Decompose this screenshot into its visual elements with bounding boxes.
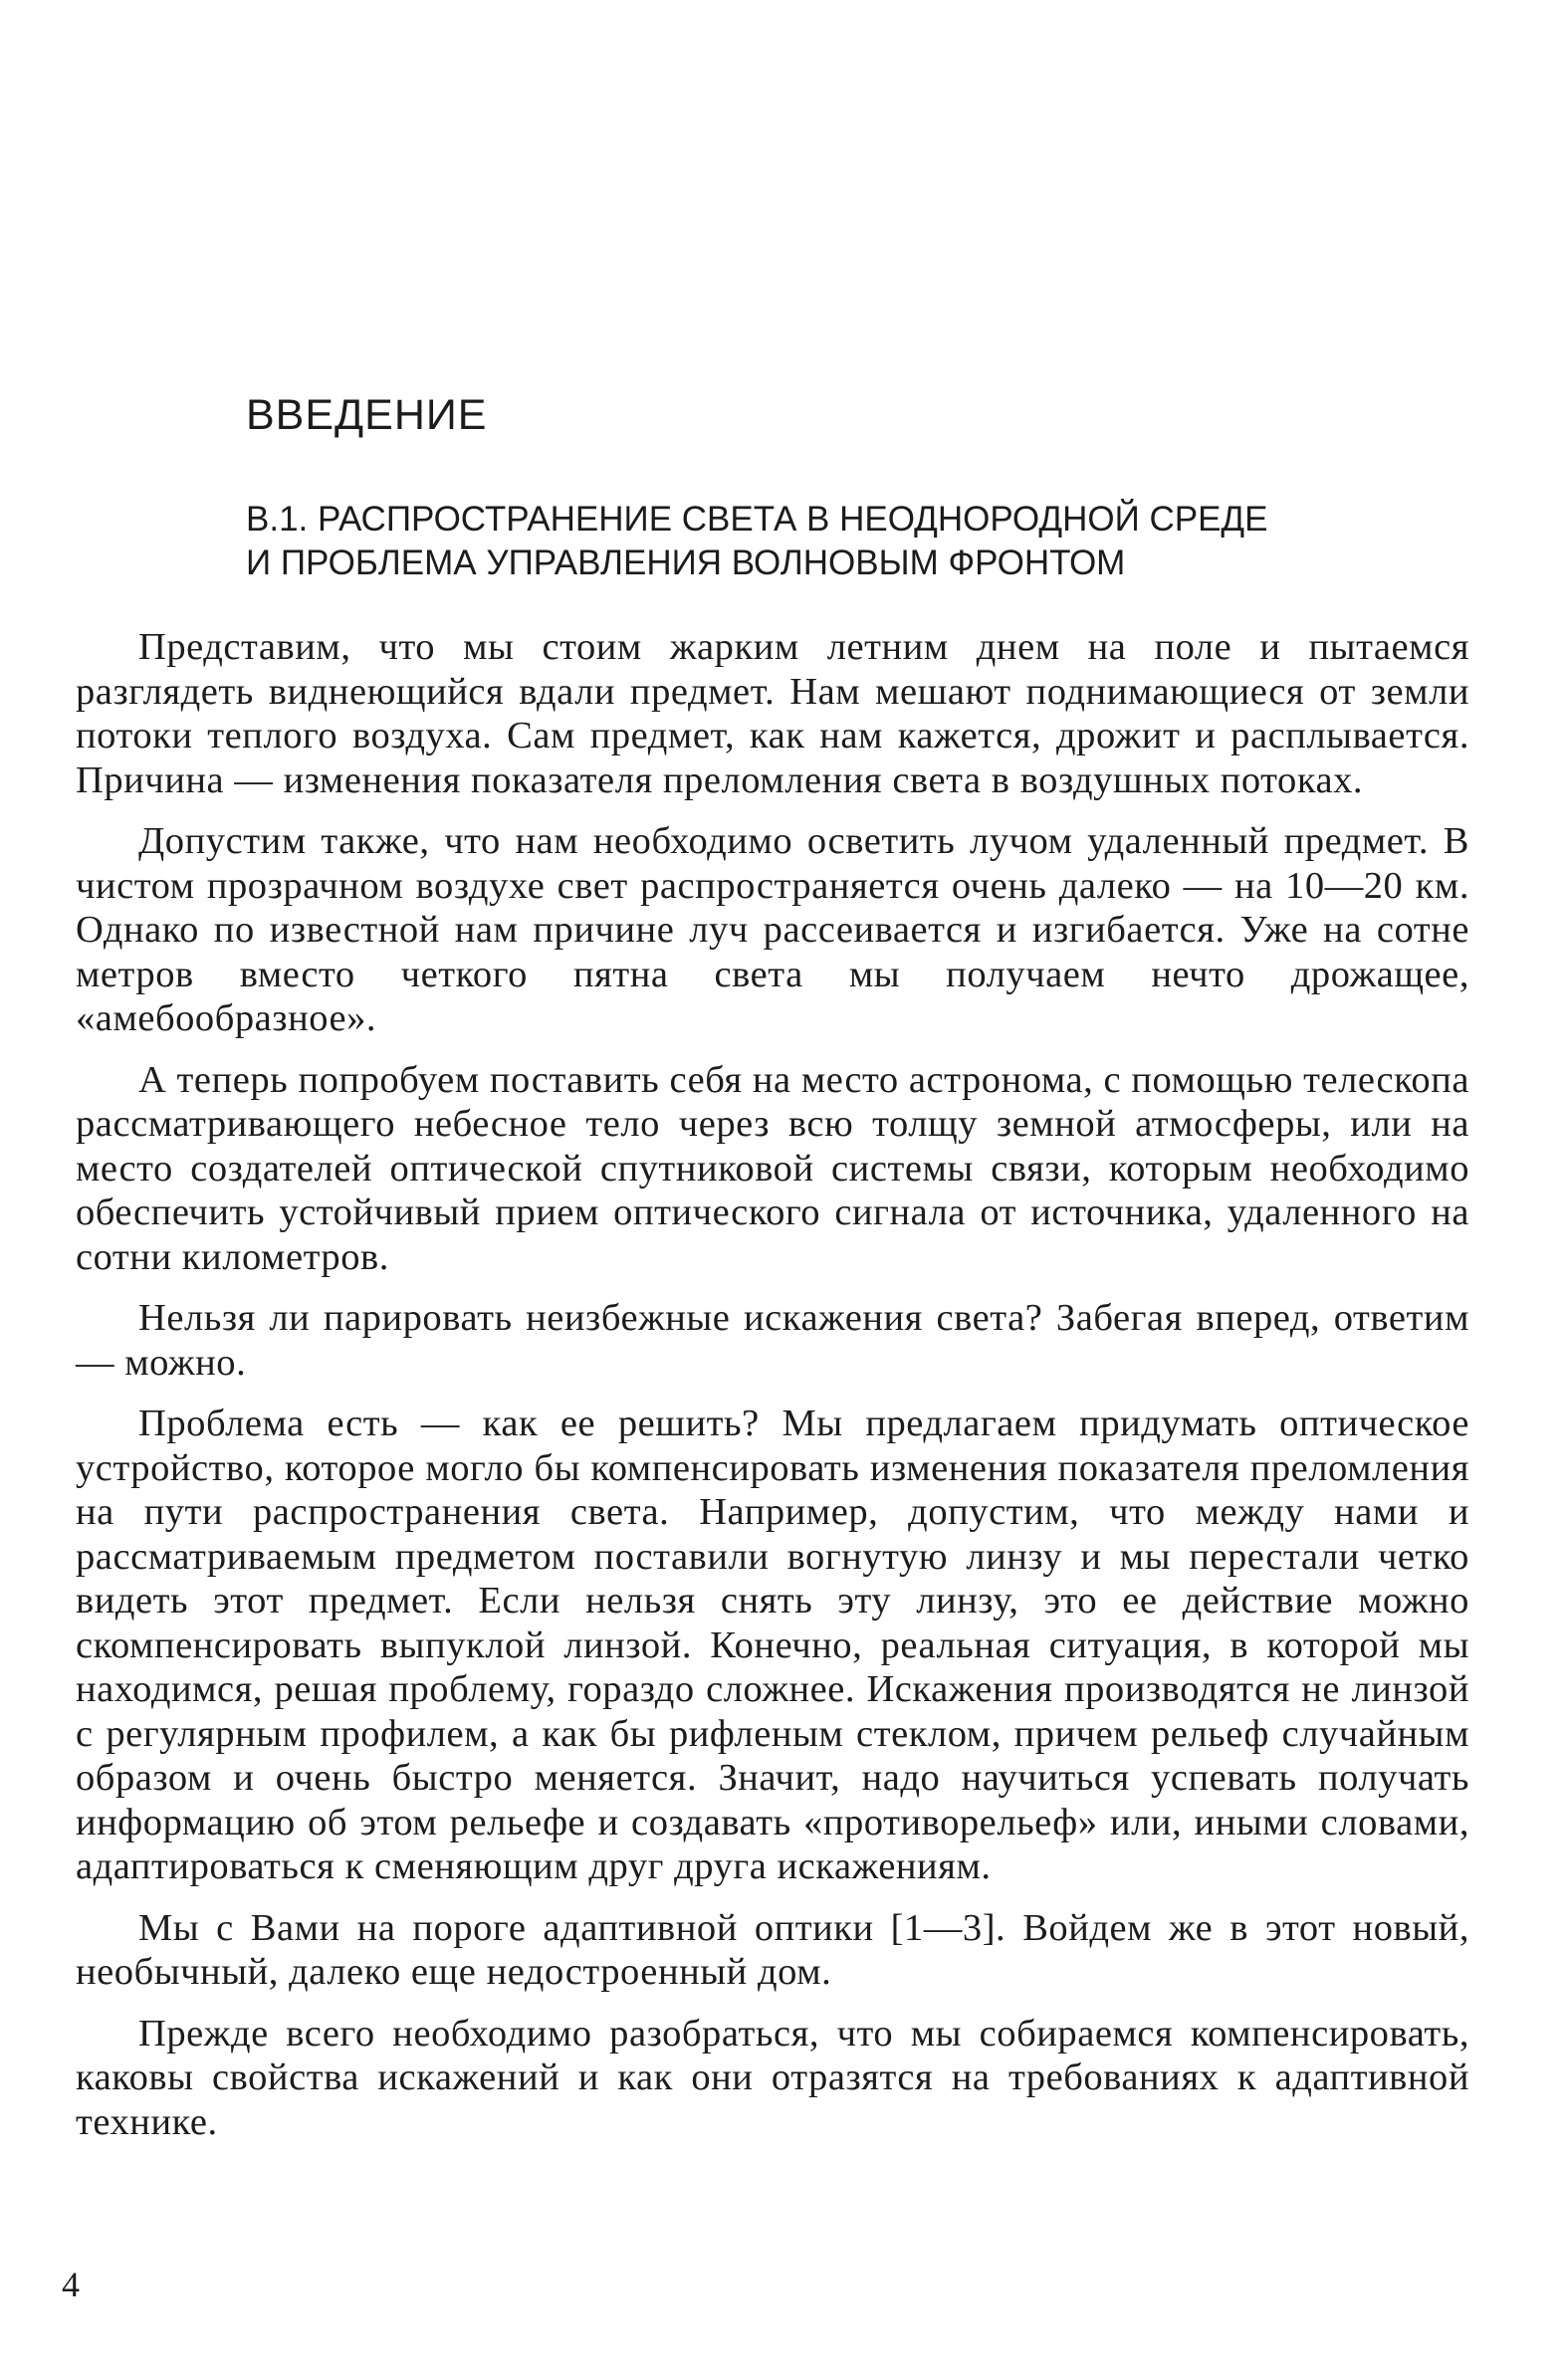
section-heading: [246, 498, 1480, 585]
paragraph: Прежде всего необходимо разобраться, что мы собираемся компенсировать, каковы свойства искажений и как они отразятся на требованиях к адаптивной технике.: [76, 2012, 1469, 2143]
paragraph: Проблема есть — как ее решить? Мы предлагаем придумать оптическое устройство, которое могло бы компенсировать изменения показателя преломления на пути распространения света. Например, допустим, что между нами и рассматриваемым предметом поставили вогнутую линзу и мы перестали четко видеть этот предмет. Если нельзя снять эту линзу, это ее действие можно скомпенсировать выпуклой линзой. Конечно, реальная ситуация, в которой мы находимся, решая проблему, гораздо сложнее. Искажения производятся не линзой с регулярным профилем, а как бы рифленым стеклом, причем рельеф случайным образом и очень быстро меняется. Значит, надо научиться успевать получать информацию об этом рельефе и создавать «противорельеф» или, иными словами, адаптироваться к сменяющим друг друга искажениям.: [76, 1403, 1469, 1887]
section-heading-line-1: В.1. РАСПРОСТРАНЕНИЕ СВЕТА В НЕОДНОРОДНОЙ СРЕДЕ: [246, 500, 1268, 539]
chapter-title: ВВЕДЕНИЕ: [246, 391, 488, 439]
paragraph: Нельзя ли парировать неизбежные искажения света? Забегая вперед, ответим — можно.: [76, 1297, 1469, 1384]
paragraph: Мы с Вами на пороге адаптивной оптики [1—3]. Войдем же в этот новый, необычный, далеко еще недостроенный дом.: [76, 1906, 1469, 1993]
section-heading-line-2: И ПРОБЛЕМА УПРАВЛЕНИЯ ВОЛНОВЫМ ФРОНТОМ: [246, 543, 1126, 582]
body-text: [76, 625, 1469, 2161]
paragraph: Допустим также, что нам необходимо осветить лучом удаленный предмет. В чистом прозрачном воздухе свет распространяется очень далеко — на 10—20 км. Однако по известной нам причине луч рассеивается и изгибается. Уже на сотне метров вместо четкого пятна света мы получаем нечто дрожащее, «амебообразное».: [76, 820, 1469, 1039]
page-number: 4: [62, 2265, 80, 2304]
paragraph: Представим, что мы стоим жарким летним днем на поле и пытаемся разглядеть виднеющийся вдали предмет. Нам мешают поднимающиеся от земли потоки теплого воздуха. Сам предмет, как нам кажется, дрожит и расплывается. Причина — изменения показателя преломления света в воздушных потоках.: [76, 626, 1469, 801]
paragraph: А теперь попробуем поставить себя на место астронома, с помощью телескопа рассматривающего небесное тело через всю толщу земной атмосферы, или на место создателей оптической спутниковой системы связи, которым необходимо обеспечить устойчивый прием оптического сигнала от источника, удаленного на сотни километров.: [76, 1058, 1469, 1278]
